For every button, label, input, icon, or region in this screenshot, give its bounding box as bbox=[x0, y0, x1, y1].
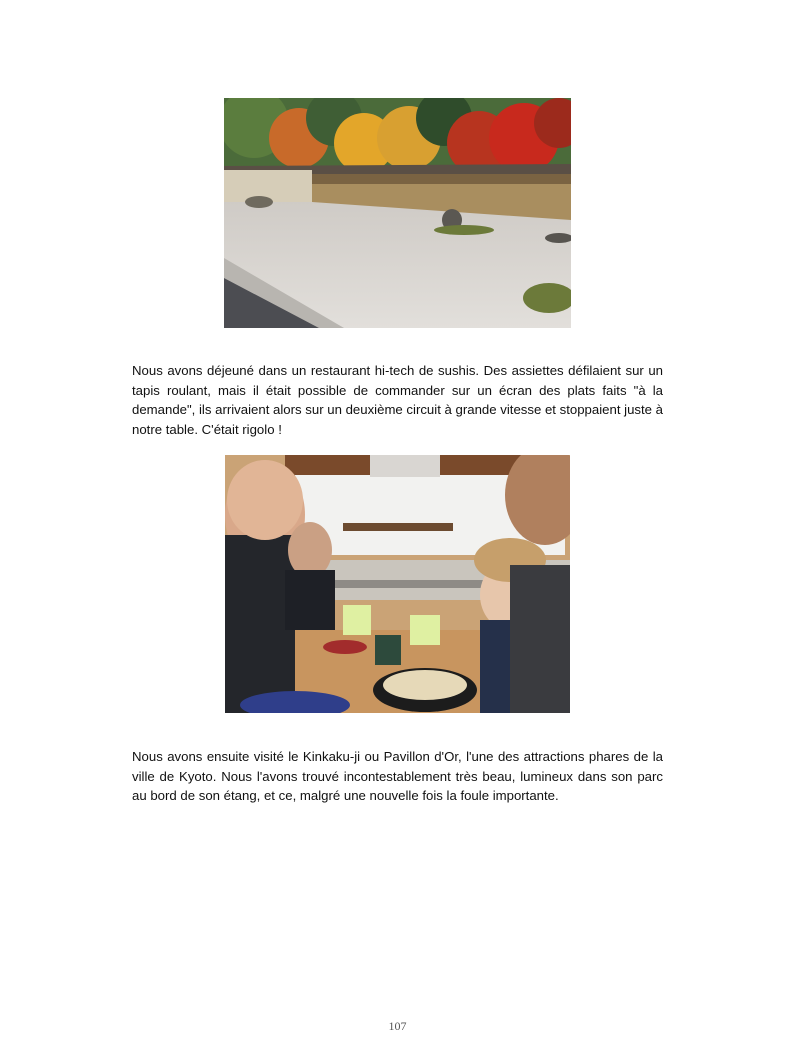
paragraph-kinkaku-ji: Nous avons ensuite visité le Kinkaku-ji ou Pavillon d'Or, l'une des attractions phares de la ville de Kyoto. Nous l'avons trouvé incontestablement très beau, lumineux dans son parc au bord de son étang, et ce, malgré une nouvelle fois la foule importante. bbox=[132, 749, 663, 804]
page-number: 107 bbox=[388, 1019, 407, 1033]
family-selfie-photo bbox=[225, 455, 570, 713]
zen-garden-photo bbox=[224, 98, 571, 328]
paragraph-sushi-restaurant: Nous avons déjeuné dans un restaurant hi-tech de sushis. Des assiettes défilaient sur un tapis roulant, mais il était possible de commander sur un écran des plats faits "à la demande", ils arrivaient alors sur un deuxième circuit à grande vitesse et stoppaient juste à notre table. C'était rigolo ! bbox=[132, 363, 663, 437]
